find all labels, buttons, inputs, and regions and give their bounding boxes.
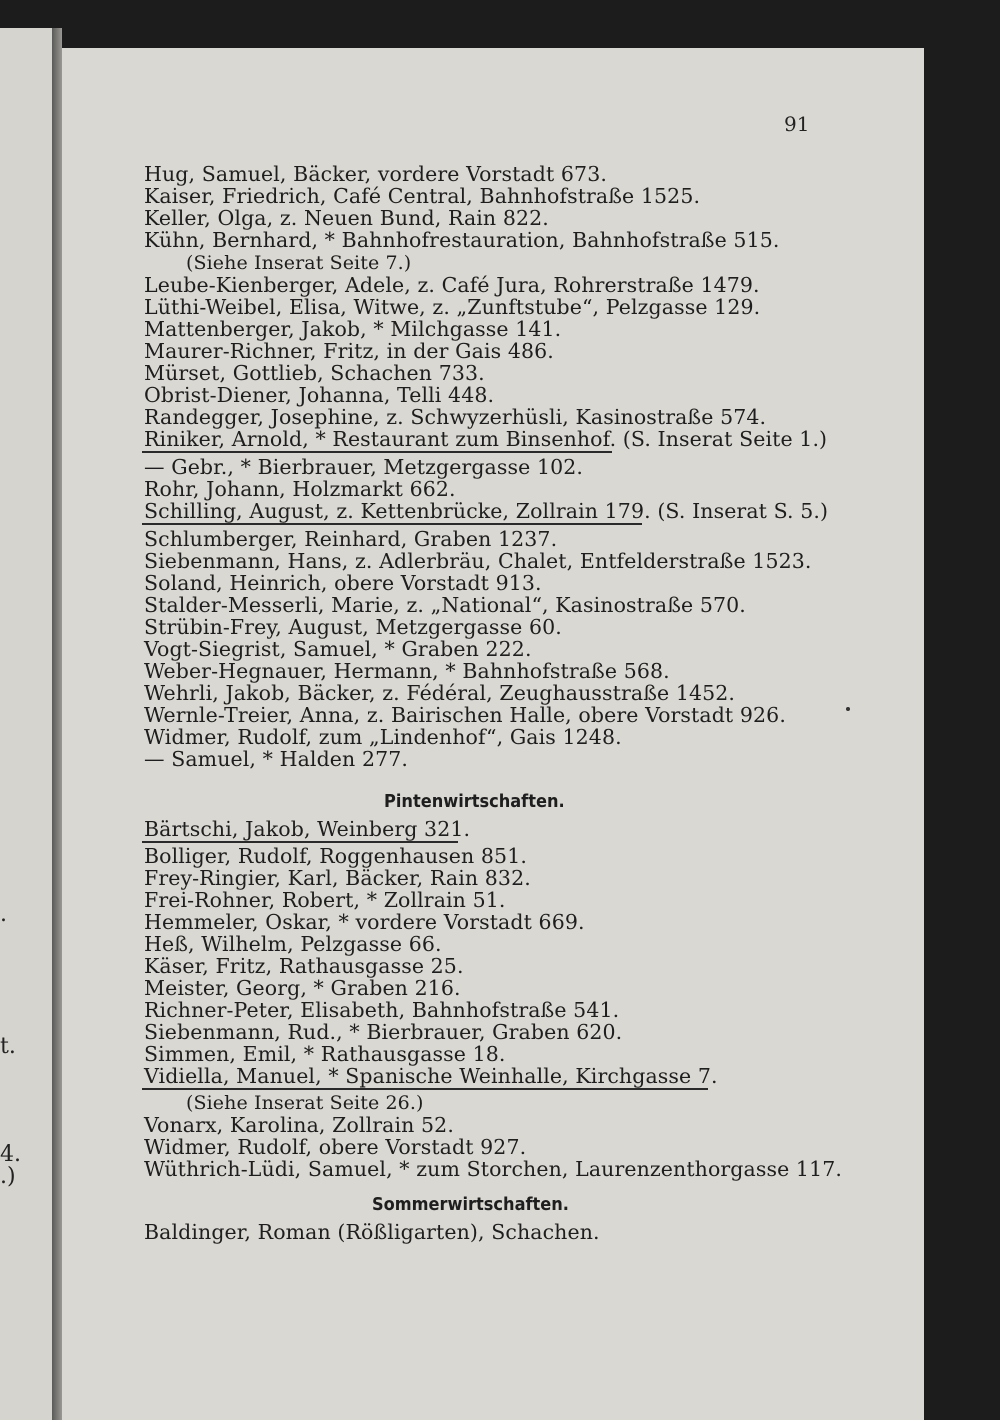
directory-entry: Schilling, August, z. Kettenbrücke, Zollrain 179. (S. Inserat S. 5.) xyxy=(144,499,829,523)
directory-entry: Hemmeler, Oskar, * vordere Vorstadt 669. xyxy=(144,910,585,934)
directory-entry: Baldinger, Roman (Rößligarten), Schachen. xyxy=(144,1220,600,1244)
directory-entry: Wernle-Treier, Anna, z. Bairischen Halle, obere Vorstadt 926. xyxy=(144,703,786,727)
directory-entry: Schlumberger, Reinhard, Graben 1237. xyxy=(144,527,558,551)
directory-entry: Vogt-Siegrist, Samuel, * Graben 222. xyxy=(144,637,532,661)
directory-entry: Widmer, Rudolf, zum „Lindenhof“, Gais 1248. xyxy=(144,725,622,749)
directory-entry: Stalder-Messerli, Marie, z. „National“, Kasinostraße 570. xyxy=(144,593,746,617)
directory-entry: Vidiella, Manuel, * Spanische Weinhalle, Kirchgasse 7. xyxy=(144,1064,718,1088)
directory-entry: Bärtschi, Jakob, Weinberg 321. xyxy=(144,817,471,841)
directory-entry: Kaiser, Friedrich, Café Central, Bahnhofstraße 1525. xyxy=(144,184,701,208)
directory-entry: Mürset, Gottlieb, Schachen 733. xyxy=(144,361,485,385)
directory-entry: Richner-Peter, Elisabeth, Bahnhofstraße 541. xyxy=(144,998,620,1022)
directory-entry: Siebenmann, Hans, z. Adlerbräu, Chalet, Entfelderstraße 1523. xyxy=(144,549,812,573)
directory-entry: Leube-Kienberger, Adele, z. Café Jura, Rohrerstraße 1479. xyxy=(144,273,760,297)
directory-entry: Bolliger, Rudolf, Roggenhausen 851. xyxy=(144,844,527,868)
directory-entry: — Gebr., * Bierbrauer, Metzgergasse 102. xyxy=(144,455,584,479)
directory-entry: Frey-Ringier, Karl, Bäcker, Rain 832. xyxy=(144,866,531,890)
previous-page-fragment: .) xyxy=(0,1164,16,1189)
directory-entry: Mattenberger, Jakob, * Milchgasse 141. xyxy=(144,317,562,341)
directory-entry: Vonarx, Karolina, Zollrain 52. xyxy=(144,1113,454,1137)
directory-entry: Riniker, Arnold, * Restaurant zum Binsenhof. (S. Inserat Seite 1.) xyxy=(144,427,828,451)
directory-entry: Widmer, Rudolf, obere Vorstadt 927. xyxy=(144,1135,527,1159)
directory-entry: Weber-Hegnauer, Hermann, * Bahnhofstraße 568. xyxy=(144,659,670,683)
underline-rule xyxy=(142,1088,708,1090)
directory-entry: Siebenmann, Rud., * Bierbrauer, Graben 620. xyxy=(144,1020,623,1044)
directory-entry: Randegger, Josephine, z. Schwyzerhüsli, Kasinostraße 574. xyxy=(144,405,767,429)
directory-entry: Meister, Georg, * Graben 216. xyxy=(144,976,461,1000)
directory-entry: Maurer-Richner, Fritz, in der Gais 486. xyxy=(144,339,554,363)
previous-page-edge xyxy=(0,28,52,1420)
directory-entry: Käser, Fritz, Rathausgasse 25. xyxy=(144,954,464,978)
underline-rule xyxy=(142,451,612,453)
underline-rule xyxy=(142,523,642,525)
directory-entry: Lüthi-Weibel, Elisa, Witwe, z. „Zunftstube“, Pelzgasse 129. xyxy=(144,295,761,319)
directory-entry: Wehrli, Jakob, Bäcker, z. Fédéral, Zeughausstraße 1452. xyxy=(144,681,736,705)
inserat-note: (Siehe Inserat Seite 7.) xyxy=(186,252,412,274)
directory-entry: Simmen, Emil, * Rathausgasse 18. xyxy=(144,1042,506,1066)
page-number: 91 xyxy=(784,112,810,136)
book-gutter xyxy=(52,28,62,1420)
directory-entry: Hug, Samuel, Bäcker, vordere Vorstadt 673. xyxy=(144,162,607,186)
directory-entry: Keller, Olga, z. Neuen Bund, Rain 822. xyxy=(144,206,549,230)
previous-page-fragment: 4. xyxy=(0,1142,21,1167)
section-heading-sommerwirtschaften: Sommerwirtschaften. xyxy=(372,1194,569,1215)
directory-entry: Kühn, Bernhard, * Bahnhofrestauration, Bahnhofstraße 515. xyxy=(144,228,780,252)
directory-entry: Frei-Rohner, Robert, * Zollrain 51. xyxy=(144,888,506,912)
previous-page-fragment: t. xyxy=(0,1034,16,1059)
section-heading-pintenwirtschaften: Pintenwirtschaften. xyxy=(384,791,565,812)
directory-page xyxy=(62,48,924,1420)
previous-page-fragment: . xyxy=(0,902,7,927)
ink-speck xyxy=(846,707,850,711)
underline-rule xyxy=(142,841,458,843)
directory-entry: Obrist-Diener, Johanna, Telli 448. xyxy=(144,383,495,407)
directory-entry: Heß, Wilhelm, Pelzgasse 66. xyxy=(144,932,442,956)
directory-entry: Soland, Heinrich, obere Vorstadt 913. xyxy=(144,571,542,595)
inserat-note: (Siehe Inserat Seite 26.) xyxy=(186,1092,424,1114)
directory-entry: Wüthrich-Lüdi, Samuel, * zum Storchen, Laurenzenthorgasse 117. xyxy=(144,1157,842,1181)
directory-entry: Rohr, Johann, Holzmarkt 662. xyxy=(144,477,456,501)
directory-entry: Strübin-Frey, August, Metzgergasse 60. xyxy=(144,615,562,639)
directory-entry: — Samuel, * Halden 277. xyxy=(144,747,408,771)
